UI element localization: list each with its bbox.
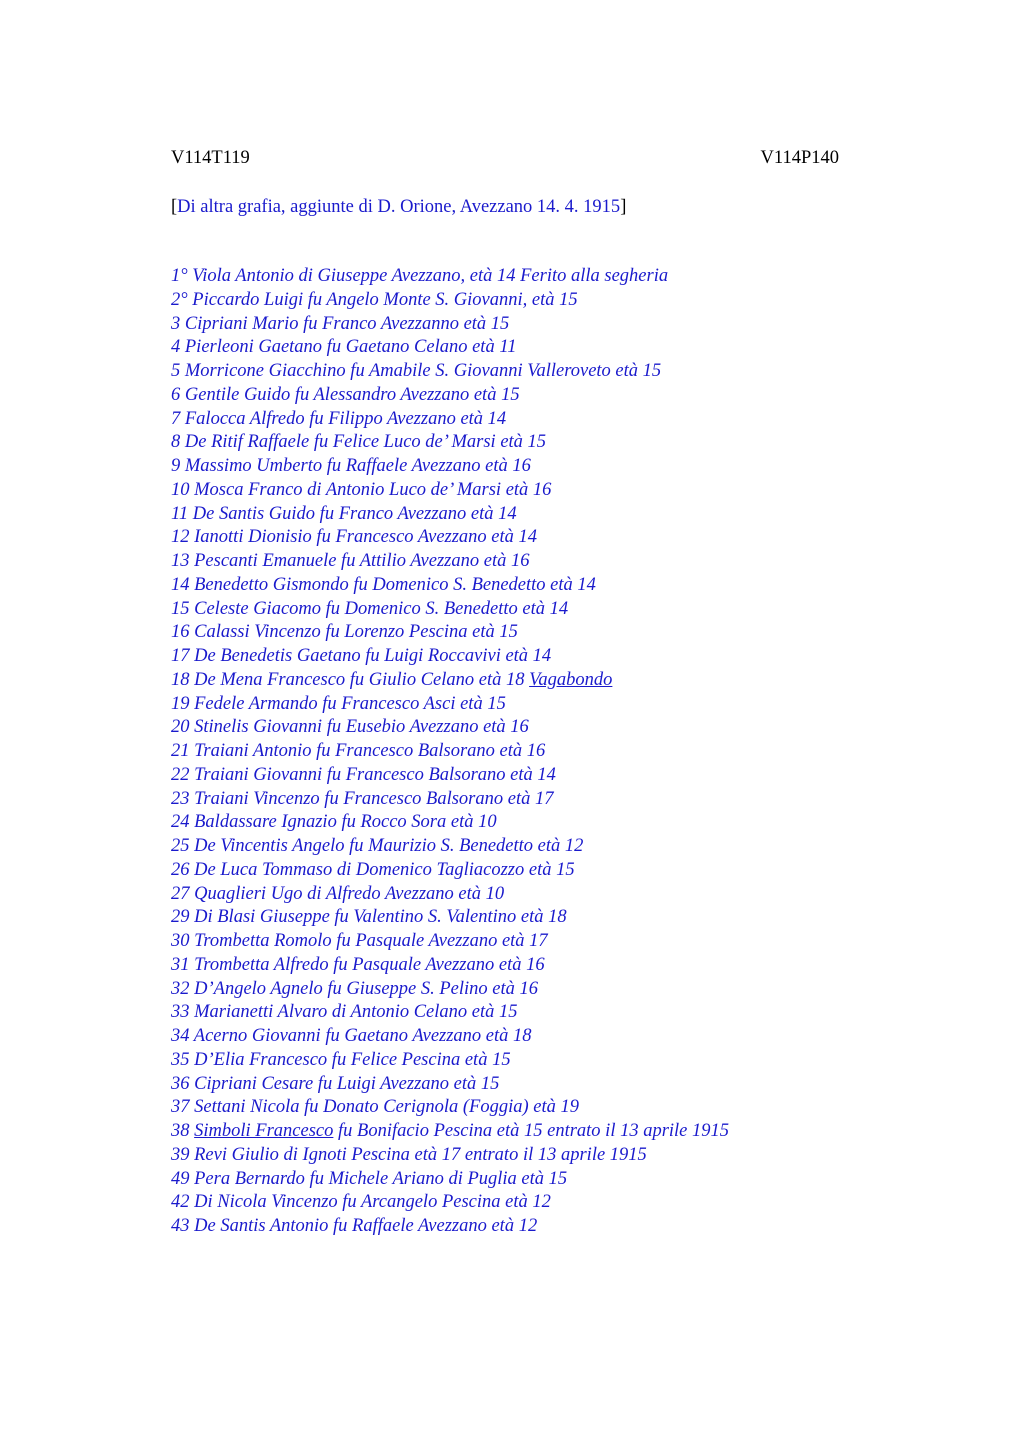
list-item	[171, 479, 729, 503]
list-item	[171, 360, 729, 384]
entry-underlined-text: Vagabondo	[529, 669, 613, 690]
entry-text: 2° Piccardo Luigi fu Angelo Monte S. Giovanni, età 15	[171, 289, 578, 310]
list-item	[171, 669, 729, 693]
list-item	[171, 336, 729, 360]
entry-text: 42 Di Nicola Vincenzo fu Arcangelo Pescina età 12	[171, 1192, 551, 1213]
list-item	[171, 1096, 729, 1120]
list-item	[171, 598, 729, 622]
entry-text: 35 D’Elia Francesco fu Felice Pescina età 15	[171, 1049, 511, 1070]
list-item	[171, 1049, 729, 1073]
entry-text: 39 Revi Giulio di Ignoti Pescina età 17 entrato il 13 aprile 1915	[171, 1144, 647, 1165]
list-item	[171, 645, 729, 669]
list-item	[171, 1144, 729, 1168]
list-item	[171, 431, 729, 455]
header-left-code: V114T119	[171, 148, 250, 168]
entry-text: 5 Morricone Giacchino fu Amabile S. Giovanni Valleroveto età 15	[171, 361, 662, 381]
list-item	[171, 1025, 729, 1049]
list-item	[171, 408, 729, 432]
entry-text: 21 Traiani Antonio fu Francesco Balsorano età 16	[171, 741, 546, 761]
list-item	[171, 289, 729, 313]
list-item	[171, 883, 729, 907]
list-item	[171, 1191, 729, 1215]
entry-text: 38	[171, 1121, 195, 1141]
entry-text: 19 Fedele Armando fu Francesco Asci età 15	[171, 693, 506, 714]
list-item	[171, 313, 729, 337]
entry-text: 8 De Ritif Raffaele fu Felice Luco de’ Marsi età 15	[171, 432, 547, 453]
list-item	[171, 716, 729, 740]
entry-text: 1° Viola Antonio di Giuseppe Avezzano, età 14 Ferito alla segheria	[171, 266, 669, 286]
list-item	[171, 550, 729, 574]
entry-text: 14 Benedetto Gismondo fu Domenico S. Benedetto età 14	[171, 574, 596, 595]
entry-text: 37 Settani Nicola fu Donato Cerignola (Foggia) età 19	[171, 1097, 579, 1118]
list-item	[171, 621, 729, 645]
list-item	[171, 788, 729, 812]
entry-text: 7 Falocca Alfredo fu Filippo Avezzano età 14	[171, 408, 507, 429]
list-item	[171, 764, 729, 788]
editorial-note	[171, 195, 626, 219]
entry-underlined-text: Simboli Francesco	[194, 1121, 334, 1141]
list-item	[171, 526, 729, 550]
list-item	[171, 930, 729, 954]
list-item	[171, 1001, 729, 1025]
list-item	[171, 455, 729, 479]
list-item	[171, 835, 729, 859]
list-item	[171, 384, 729, 408]
entry-text: 27 Quaglieri Ugo di Alfredo Avezzano età 10	[171, 883, 505, 904]
entry-text: 11 De Santis Guido fu Franco Avezzano età 14	[171, 503, 517, 524]
note-close-bracket: ]	[620, 197, 627, 217]
entry-text: 36 Cipriani Cesare fu Luigi Avezzano età 15	[171, 1073, 500, 1094]
header-right-code: V114P140	[760, 148, 839, 168]
entry-text: 4 Pierleoni Gaetano fu Gaetano Celano età 11	[171, 337, 517, 358]
entry-text: 22 Traiani Giovanni fu Francesco Balsorano età 14	[171, 764, 556, 785]
list-item	[171, 978, 729, 1002]
entry-text: 16 Calassi Vincenzo fu Lorenzo Pescina età 15	[171, 622, 518, 643]
entry-text: 6 Gentile Guido fu Alessandro Avezzano età 15	[171, 384, 520, 405]
entry-text: 31 Trombetta Alfredo fu Pasquale Avezzano età 16	[171, 954, 545, 975]
list-item	[171, 1120, 729, 1144]
entry-text: 20 Stinelis Giovanni fu Eusebio Avezzano età 16	[171, 717, 529, 738]
list-item	[171, 574, 729, 598]
list-item	[171, 954, 729, 978]
entry-text: 24 Baldassare Ignazio fu Rocco Sora età 10	[171, 812, 497, 833]
entry-text: 9 Massimo Umberto fu Raffaele Avezzano età 16	[171, 456, 531, 476]
list-item	[171, 811, 729, 835]
entry-list	[171, 265, 729, 1239]
entry-text: 49 Pera Bernardo fu Michele Ariano di Puglia età 15	[171, 1168, 568, 1189]
entry-text: 29 Di Blasi Giuseppe fu Valentino S. Valentino età 18	[171, 907, 567, 928]
entry-text: 32 D’Angelo Agnelo fu Giuseppe S. Pelino età 16	[171, 978, 539, 999]
entry-text: 33 Marianetti Alvaro di Antonio Celano età 15	[171, 1002, 518, 1023]
entry-text: 18 De Mena Francesco fu Giulio Celano età 18	[171, 669, 530, 690]
entry-text: 25 De Vincentis Angelo fu Maurizio S. Benedetto età 12	[171, 836, 584, 856]
entry-text: 15 Celeste Giacomo fu Domenico S. Benedetto età 14	[171, 598, 569, 619]
list-item	[171, 906, 729, 930]
entry-text: 13 Pescanti Emanuele fu Attilio Avezzano età 16	[171, 551, 530, 571]
entry-text: 26 De Luca Tommaso di Domenico Tagliacozzo età 15	[171, 859, 575, 880]
entry-text: 3 Cipriani Mario fu Franco Avezzanno età 15	[171, 313, 510, 334]
list-item	[171, 740, 729, 764]
list-item	[171, 693, 729, 717]
entry-text: 30 Trombetta Romolo fu Pasquale Avezzano età 17	[171, 931, 548, 951]
list-item	[171, 265, 729, 289]
list-item	[171, 1073, 729, 1097]
list-item	[171, 503, 729, 527]
note-text: Di altra grafia, aggiunte di D. Orione, Avezzano 14. 4. 1915	[177, 197, 621, 217]
entry-text: 10 Mosca Franco di Antonio Luco de’ Marsi età 16	[171, 479, 552, 500]
list-item	[171, 1215, 729, 1239]
entry-text: 23 Traiani Vincenzo fu Francesco Balsorano età 17	[171, 788, 554, 809]
entry-text: 34 Acerno Giovanni fu Gaetano Avezzano età 18	[171, 1026, 532, 1046]
entry-text: 43 De Santis Antonio fu Raffaele Avezzano età 12	[171, 1216, 538, 1236]
list-item	[171, 1168, 729, 1192]
entry-text: 17 De Benedetis Gaetano fu Luigi Roccavivi età 14	[171, 646, 552, 666]
entry-text-continued: fu Bonifacio Pescina età 15 entrato il 13 aprile 1915	[333, 1121, 730, 1141]
list-item	[171, 859, 729, 883]
entry-text: 12 Ianotti Dionisio fu Francesco Avezzano età 14	[171, 527, 538, 548]
note-open-bracket: [	[171, 197, 178, 217]
